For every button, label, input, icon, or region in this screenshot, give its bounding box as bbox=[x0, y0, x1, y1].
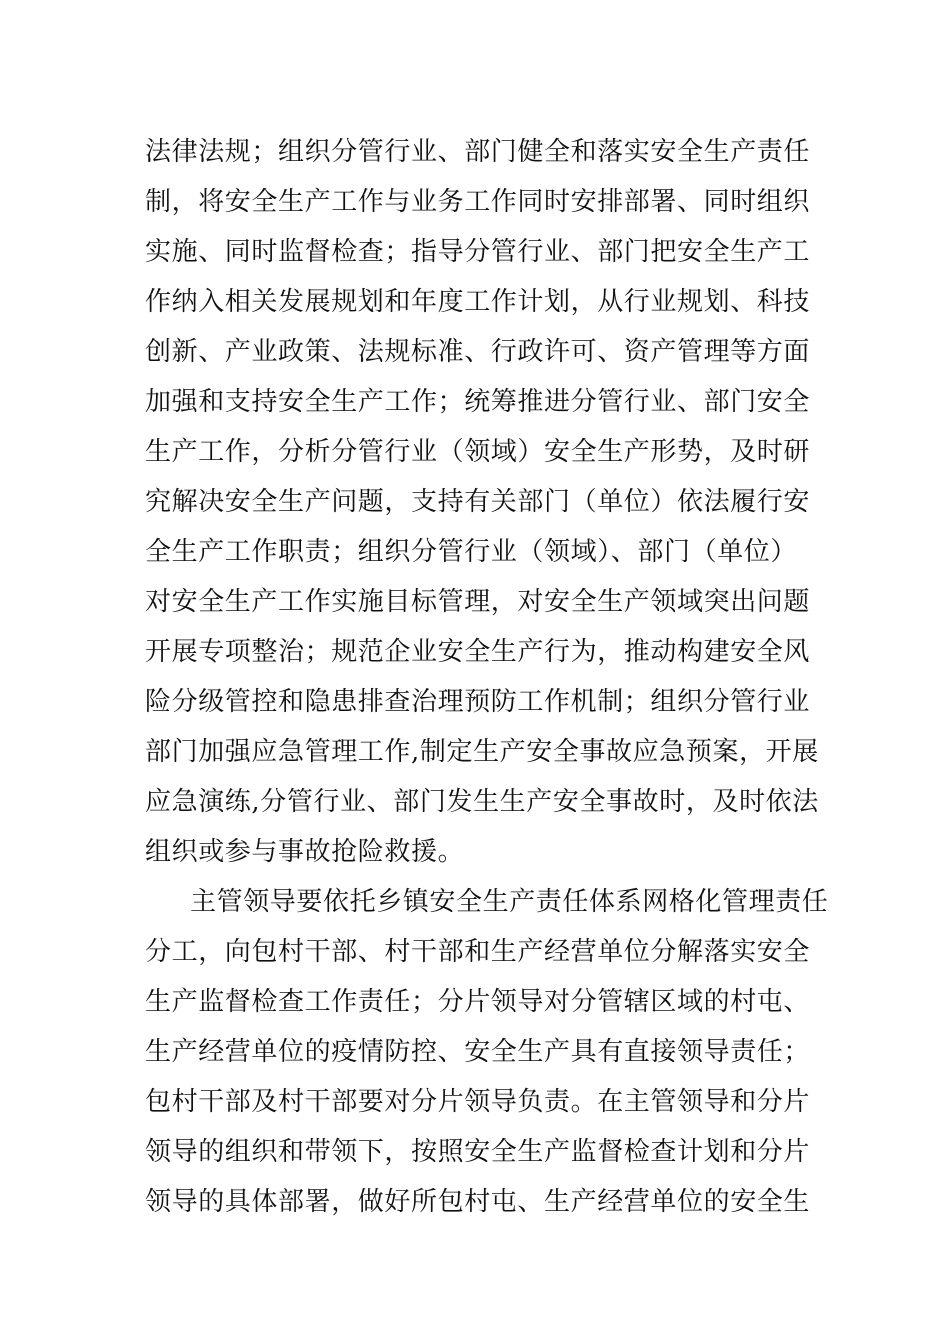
text-line: 应急演练,分管行业、部门发生生产安全事故时，及时依法 bbox=[145, 787, 819, 817]
text-line: 法律法规；组织分管行业、部门健全和落实安全生产责任 bbox=[145, 137, 811, 167]
text-line: 包村干部及村干部要对分片领导负责。在主管领导和分片 bbox=[145, 1087, 811, 1117]
text-line: 实施、同时监督检查；指导分管行业、部门把安全生产工 bbox=[145, 237, 811, 267]
text-line: 险分级管控和隐患排查治理预防工作机制；组织分管行业 bbox=[145, 687, 811, 717]
text-line: 分工，向包村干部、村干部和生产经营单位分解落实安全 bbox=[145, 937, 811, 967]
text-line: 对安全生产工作实施目标管理，对安全生产领域突出问题 bbox=[145, 587, 811, 617]
text-line: 创新、产业政策、法规标准、行政许可、资产管理等方面 bbox=[145, 337, 811, 367]
text-line: 生产监督检查工作责任；分片领导对分管辖区域的村屯、 bbox=[145, 987, 811, 1017]
text-line: 全生产工作职责；组织分管行业（领域）、部门（单位） bbox=[145, 537, 798, 567]
text-line: 开展专项整治；规范企业安全生产行为，推动构建安全风 bbox=[145, 637, 811, 667]
text-line: 作纳入相关发展规划和年度工作计划，从行业规划、科技 bbox=[145, 287, 811, 317]
text-line: 加强和支持安全生产工作；统筹推进分管行业、部门安全 bbox=[145, 387, 811, 417]
text-line: 部门加强应急管理工作,制定生产安全事故应急预案，开展 bbox=[145, 737, 819, 767]
text-line: 主管领导要依托乡镇安全生产责任体系网格化管理责任 bbox=[190, 887, 829, 917]
text-line: 组织或参与事故抢险救援。 bbox=[145, 837, 465, 867]
text-line: 制，将安全生产工作与业务工作同时安排部署、同时组织 bbox=[145, 187, 811, 217]
text-line: 生产工作，分析分管行业（领域）安全生产形势，及时研 bbox=[145, 437, 811, 467]
text-line: 生产经营单位的疫情防控、安全生产具有直接领导责任； bbox=[145, 1037, 811, 1067]
text-line: 究解决安全生产问题，支持有关部门（单位）依法履行安 bbox=[145, 487, 811, 517]
text-line: 领导的具体部署，做好所包村屯、生产经营单位的安全生 bbox=[145, 1187, 811, 1217]
text-line: 领导的组织和带领下，按照安全生产监督检查计划和分片 bbox=[145, 1137, 811, 1167]
